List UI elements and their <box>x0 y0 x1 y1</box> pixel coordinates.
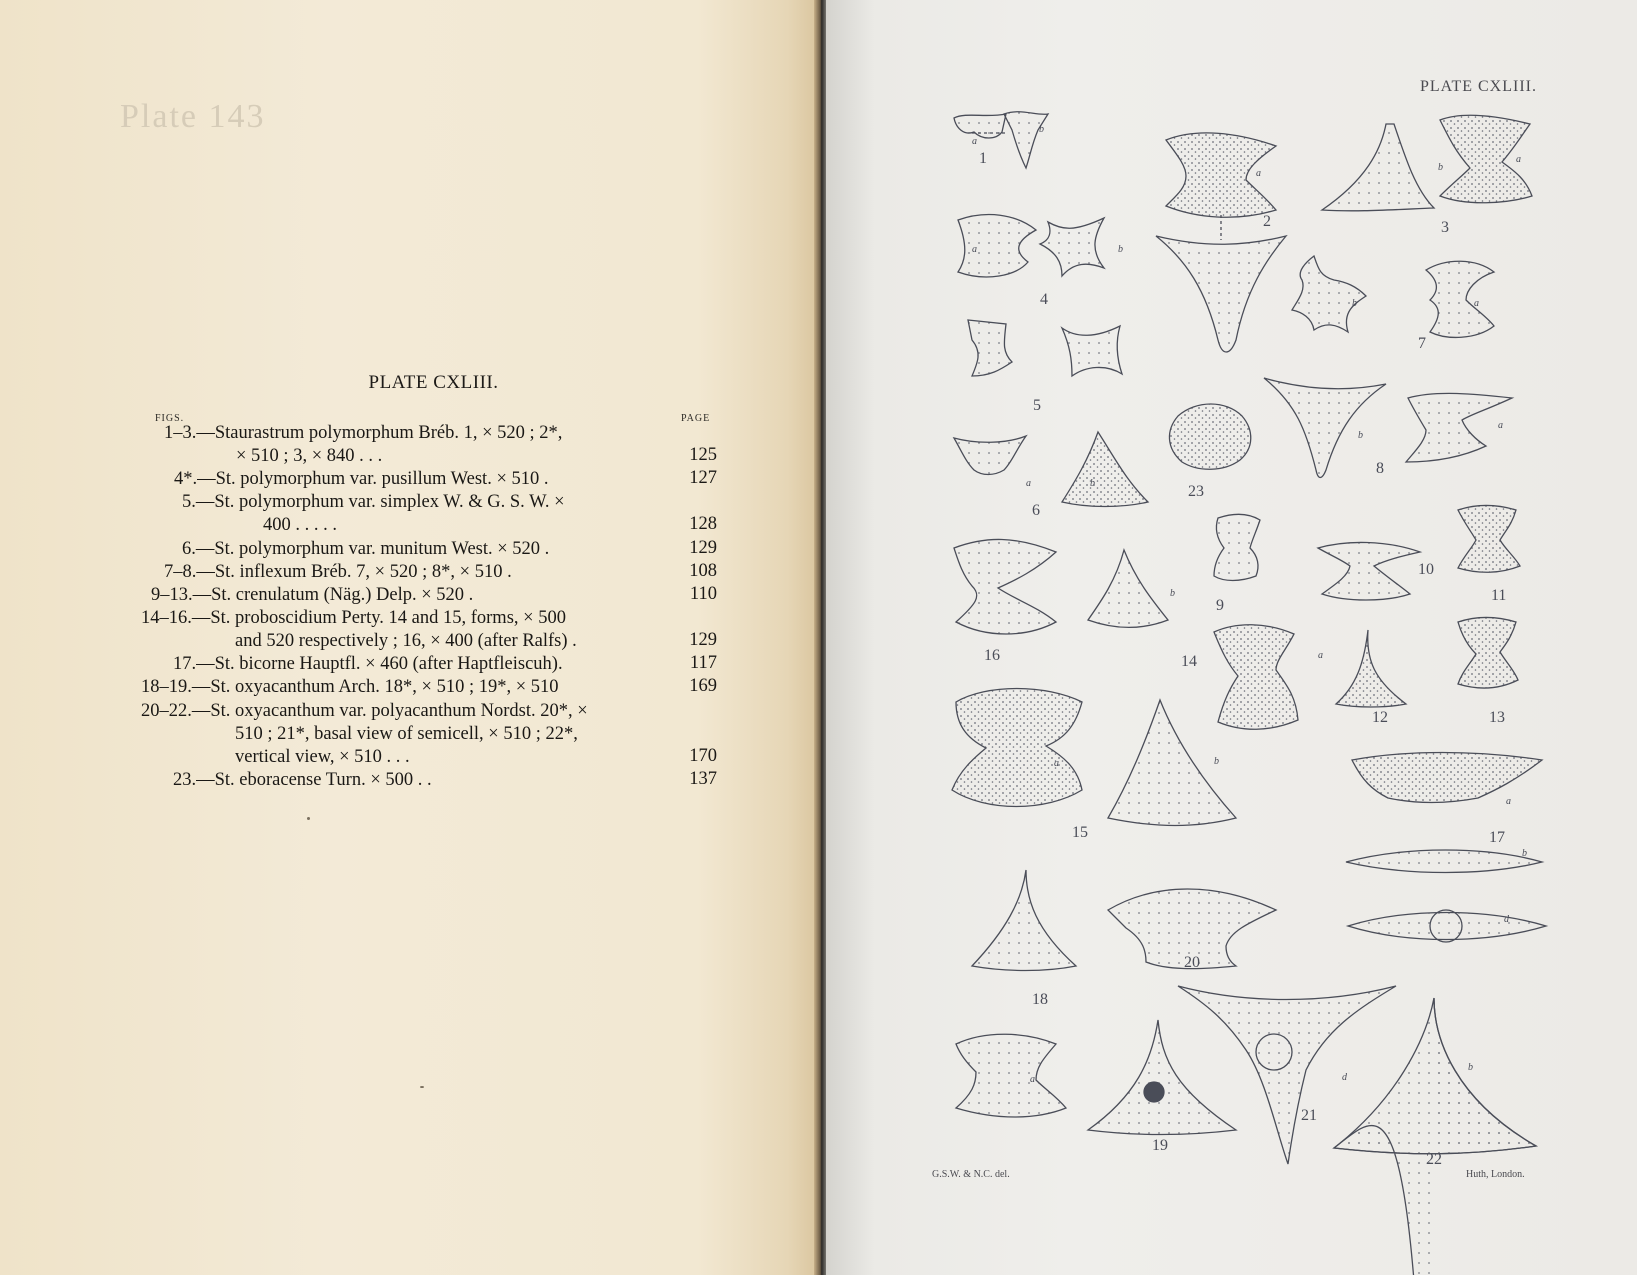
sub-label: a <box>1498 420 1503 431</box>
sub-label: d <box>1504 914 1509 925</box>
show-through-text: Plate 143 <box>120 98 266 135</box>
sub-label: a <box>1318 650 1323 661</box>
sub-label: d <box>1342 1072 1347 1083</box>
fig-17b <box>1346 850 1542 873</box>
entry-line <box>174 468 549 491</box>
entry-line <box>141 700 588 723</box>
entry-line <box>164 561 512 584</box>
plate-header: PLATE CXLIII. <box>1420 78 1537 95</box>
sub-label: b <box>1352 298 1357 309</box>
entry-text: 400 . . . . . <box>263 515 337 535</box>
sub-label: b <box>1118 244 1123 255</box>
fig-7b <box>1426 261 1494 337</box>
entry-line <box>141 607 566 630</box>
entry-text: × 510 ; 3, × 840 . . . <box>236 446 383 466</box>
fig-label: 6 <box>1032 502 1040 519</box>
entry-line <box>182 538 549 561</box>
fig-11 <box>1458 506 1520 573</box>
artist-credit: G.S.W. & N.C. del. <box>932 1169 1010 1180</box>
entry-text: and 520 respectively ; 16, × 400 (after Ralfs) . <box>235 631 577 651</box>
fig-label: 19 <box>1152 1137 1168 1154</box>
sub-label: b <box>1358 430 1363 441</box>
entry-text: vertical view, × 510 . . . <box>235 747 410 767</box>
entry-page: 108 <box>689 561 717 581</box>
fig-14b <box>1214 625 1298 730</box>
sub-label: a <box>972 244 977 255</box>
fig-6b <box>1062 432 1148 507</box>
entry-line <box>236 445 382 468</box>
fig-16 <box>954 539 1056 634</box>
entry-text: 18–19.—St. oxyacanthum Arch. 18*, × 510 ; 19*, × 510 <box>141 677 559 697</box>
fig-5a <box>968 320 1012 376</box>
entry-line <box>151 584 473 607</box>
entry-text: 4*.—St. polymorphum var. pusillum West. × 510 . <box>174 469 549 489</box>
fig-label: 3 <box>1441 219 1449 236</box>
fig-12 <box>1336 630 1406 707</box>
fig-13 <box>1458 618 1518 689</box>
entry-text: 9–13.—St. crenulatum (Näg.) Delp. × 520 . <box>151 585 474 605</box>
fig-8a <box>1264 378 1386 478</box>
fig-5b <box>1062 326 1122 376</box>
fig-label: 7 <box>1418 335 1426 352</box>
entry-page: 169 <box>689 676 717 696</box>
sub-label: b <box>1170 588 1175 599</box>
entry-page: 117 <box>689 653 717 673</box>
fig-4b <box>1040 218 1104 276</box>
entry-line <box>235 746 410 769</box>
fig-19-center <box>1144 1082 1164 1102</box>
entry-text: 20–22.—St. oxyacanthum var. polyacanthum Nordst. 20*, × <box>141 701 588 721</box>
entry-page: 127 <box>689 468 717 488</box>
entry-line <box>235 630 577 653</box>
entry-text: 5.—St. polymorphum var. simplex W. & G. S. W. × <box>182 492 565 512</box>
fig-23 <box>1169 404 1250 469</box>
fig-17d <box>1348 913 1546 940</box>
fig-label: 4 <box>1040 291 1048 308</box>
fig-label: 9 <box>1216 597 1224 614</box>
fig-label: 5 <box>1033 397 1041 414</box>
fig-15a <box>952 689 1082 807</box>
fig-label: 13 <box>1489 709 1505 726</box>
fig-4a <box>958 215 1036 277</box>
entry-page: 128 <box>689 514 717 534</box>
fig-label: 22 <box>1426 1151 1442 1168</box>
fig-label: 1 <box>979 150 987 167</box>
fig-label: 17 <box>1489 829 1505 846</box>
desmid-plate-illustration <box>826 0 1637 1275</box>
fig-label: 2 <box>1263 213 1271 230</box>
fig-label: 10 <box>1418 561 1434 578</box>
fig-9 <box>1214 514 1260 580</box>
ink-speck <box>307 817 310 820</box>
header-figs: FIGS. <box>155 413 185 424</box>
fig-label: 23 <box>1188 483 1204 500</box>
sub-label: a <box>1054 758 1059 769</box>
entry-text: 510 ; 21*, basal view of semicell, × 510 ; 22*, <box>235 724 578 744</box>
entry-text: 1–3.—Staurastrum polymorphum Bréb. 1, × 520 ; 2*, <box>164 423 563 443</box>
fig-2-vertical <box>1156 236 1286 352</box>
entry-line <box>173 653 563 676</box>
fig-1b <box>1004 112 1048 168</box>
entry-page: 129 <box>689 630 717 650</box>
entry-page: 129 <box>689 538 717 558</box>
fig-18 <box>972 870 1076 971</box>
fig-label: 14 <box>1181 653 1197 670</box>
sub-label: a <box>1506 796 1511 807</box>
sub-label: b <box>1039 124 1044 135</box>
fig-label: 18 <box>1032 991 1048 1008</box>
fig-22-outline <box>1334 998 1536 1154</box>
sub-label: a <box>1030 1074 1035 1085</box>
sub-label: b <box>1468 1062 1473 1073</box>
fig-label: 12 <box>1372 709 1388 726</box>
entry-line <box>164 422 562 445</box>
fig-label: 20 <box>1184 954 1200 971</box>
entry-line <box>235 723 578 746</box>
entry-line <box>173 769 432 792</box>
header-page: PAGE <box>681 413 711 424</box>
fig-label: 21 <box>1301 1107 1317 1124</box>
entry-text: 17.—St. bicorne Hauptfl. × 460 (after Haptfleiscuh). <box>173 654 563 674</box>
fig-label: 8 <box>1376 460 1384 477</box>
sub-label: a <box>972 136 977 147</box>
sub-label: a <box>1256 168 1261 179</box>
fig-8b <box>1406 393 1512 462</box>
fig-6a <box>954 436 1026 475</box>
fig-10 <box>1318 542 1420 600</box>
plate-title: PLATE CXLIII. <box>368 372 499 393</box>
entry-page: 170 <box>689 746 717 766</box>
sub-label: b <box>1090 478 1095 489</box>
fig-label: 15 <box>1072 824 1088 841</box>
sub-label: b <box>1522 848 1527 859</box>
fig-label: 16 <box>984 647 1000 664</box>
fig-17a <box>1352 753 1542 803</box>
entry-line <box>141 676 559 699</box>
fig-1a <box>954 114 1006 138</box>
ink-speck <box>420 1086 424 1088</box>
sub-label: b <box>1438 162 1443 173</box>
fig-19 <box>1088 1020 1236 1135</box>
sub-label: a <box>1026 478 1031 489</box>
entry-page: 110 <box>689 584 717 604</box>
entry-text: 6.—St. polymorphum var. munitum West. × 520 . <box>182 539 550 559</box>
entry-line <box>182 491 565 514</box>
entry-page: 137 <box>689 769 717 789</box>
entry-line <box>263 514 337 537</box>
entry-text: 7–8.—St. inflexum Bréb. 7, × 520 ; 8*, × 510 . <box>164 562 512 582</box>
entry-page: 125 <box>689 445 717 465</box>
sub-label: b <box>1214 756 1219 767</box>
sub-label: a <box>1474 298 1479 309</box>
entry-text: 23.—St. eboracense Turn. × 500 . . <box>173 770 432 790</box>
fig-label: 11 <box>1491 587 1507 604</box>
entry-text: 14–16.—St. proboscidium Perty. 14 and 15, forms, × 500 <box>141 608 566 628</box>
fig-3a <box>1322 124 1434 211</box>
printer-credit: Huth, London. <box>1466 1169 1525 1180</box>
fig-20-side <box>956 1034 1066 1117</box>
sub-label: a <box>1516 154 1521 165</box>
fig-7a <box>1292 256 1366 332</box>
fig-14a <box>1088 550 1168 628</box>
